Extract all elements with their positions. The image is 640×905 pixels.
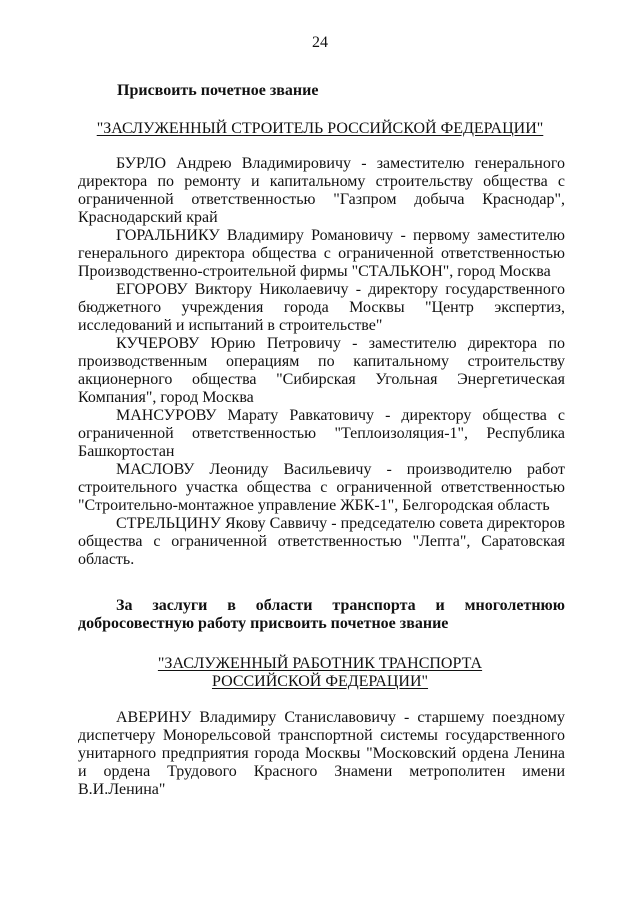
awardee-entry: БУРЛО Андрею Владимировичу - заместителю генерального директора по ремонту и капитальному строительству общества с ограниченной ответственностью "Газпром добыча Краснодар", Краснодарский край [78,155,565,226]
awardee-entry: КУЧЕРОВУ Юрию Петровичу - заместителю директора по производственным операциям по капитальному строительству акционерного общества "Сибирская Угольная Энергетическая Компания", город Москва [78,335,565,406]
honorary-title [0,655,640,691]
section-heading [78,597,565,633]
honorary-title-line: РОССИЙСКОЙ ФЕДЕРАЦИИ" [211,673,429,690]
honorary-title-line: "ЗАСЛУЖЕННЫЙ РАБОТНИК ТРАНСПОРТА [157,655,483,672]
awardee-entry: ГОРАЛЬНИКУ Владимиру Романовичу - первому заместителю генерального директора общества с ограниченной ответственностью Производственно-строительной фирмы "СТАЛЬКОН", город Москва [78,227,565,280]
awardee-entry: МАНСУРОВУ Марату Равкатовичу - директору общества с ограниченной ответственностью "Теплоизоляция-1", Республика Башкортостан [78,407,565,460]
awardee-entry: МАСЛОВУ Леониду Васильевичу - производителю работ строительного участка общества с ограниченной ответственностью "Строительно-монтажное управление ЖБК-1", Белгородская область [78,461,565,514]
section-heading-line: За заслуги в области транспорта и многолетнюю [116,597,565,614]
honorary-title: "ЗАСЛУЖЕННЫЙ СТРОИТЕЛЬ РОССИЙСКОЙ ФЕДЕРАЦИИ" [96,120,544,137]
section-heading: Присвоить почетное звание [117,82,319,99]
page-number: 24 [312,34,328,51]
awardee-entry: СТРЕЛЬЦИНУ Якову Саввичу - председателю совета директоров общества с ограниченной ответственностью "Лепта", Саратовская область. [78,515,565,568]
awardee-list [78,155,565,569]
awardee-entry: АВЕРИНУ Владимиру Станиславовичу - старшему поездному диспетчеру Монорельсовой транспортной системы государственного унитарного предприятия города Москвы "Московский ордена Ленина и ордена Трудового Красного Знамени метрополитен имени В.И.Ленина" [78,709,565,798]
awardee-entry: ЕГОРОВУ Виктору Николаевичу - директору государственного бюджетного учреждения города Москвы "Центр экспертиз, исследований и испытаний в строительстве" [78,281,565,334]
section-heading-line: добросовестную работу присвоить почетное звание [78,615,449,632]
awardee-list [78,709,565,799]
